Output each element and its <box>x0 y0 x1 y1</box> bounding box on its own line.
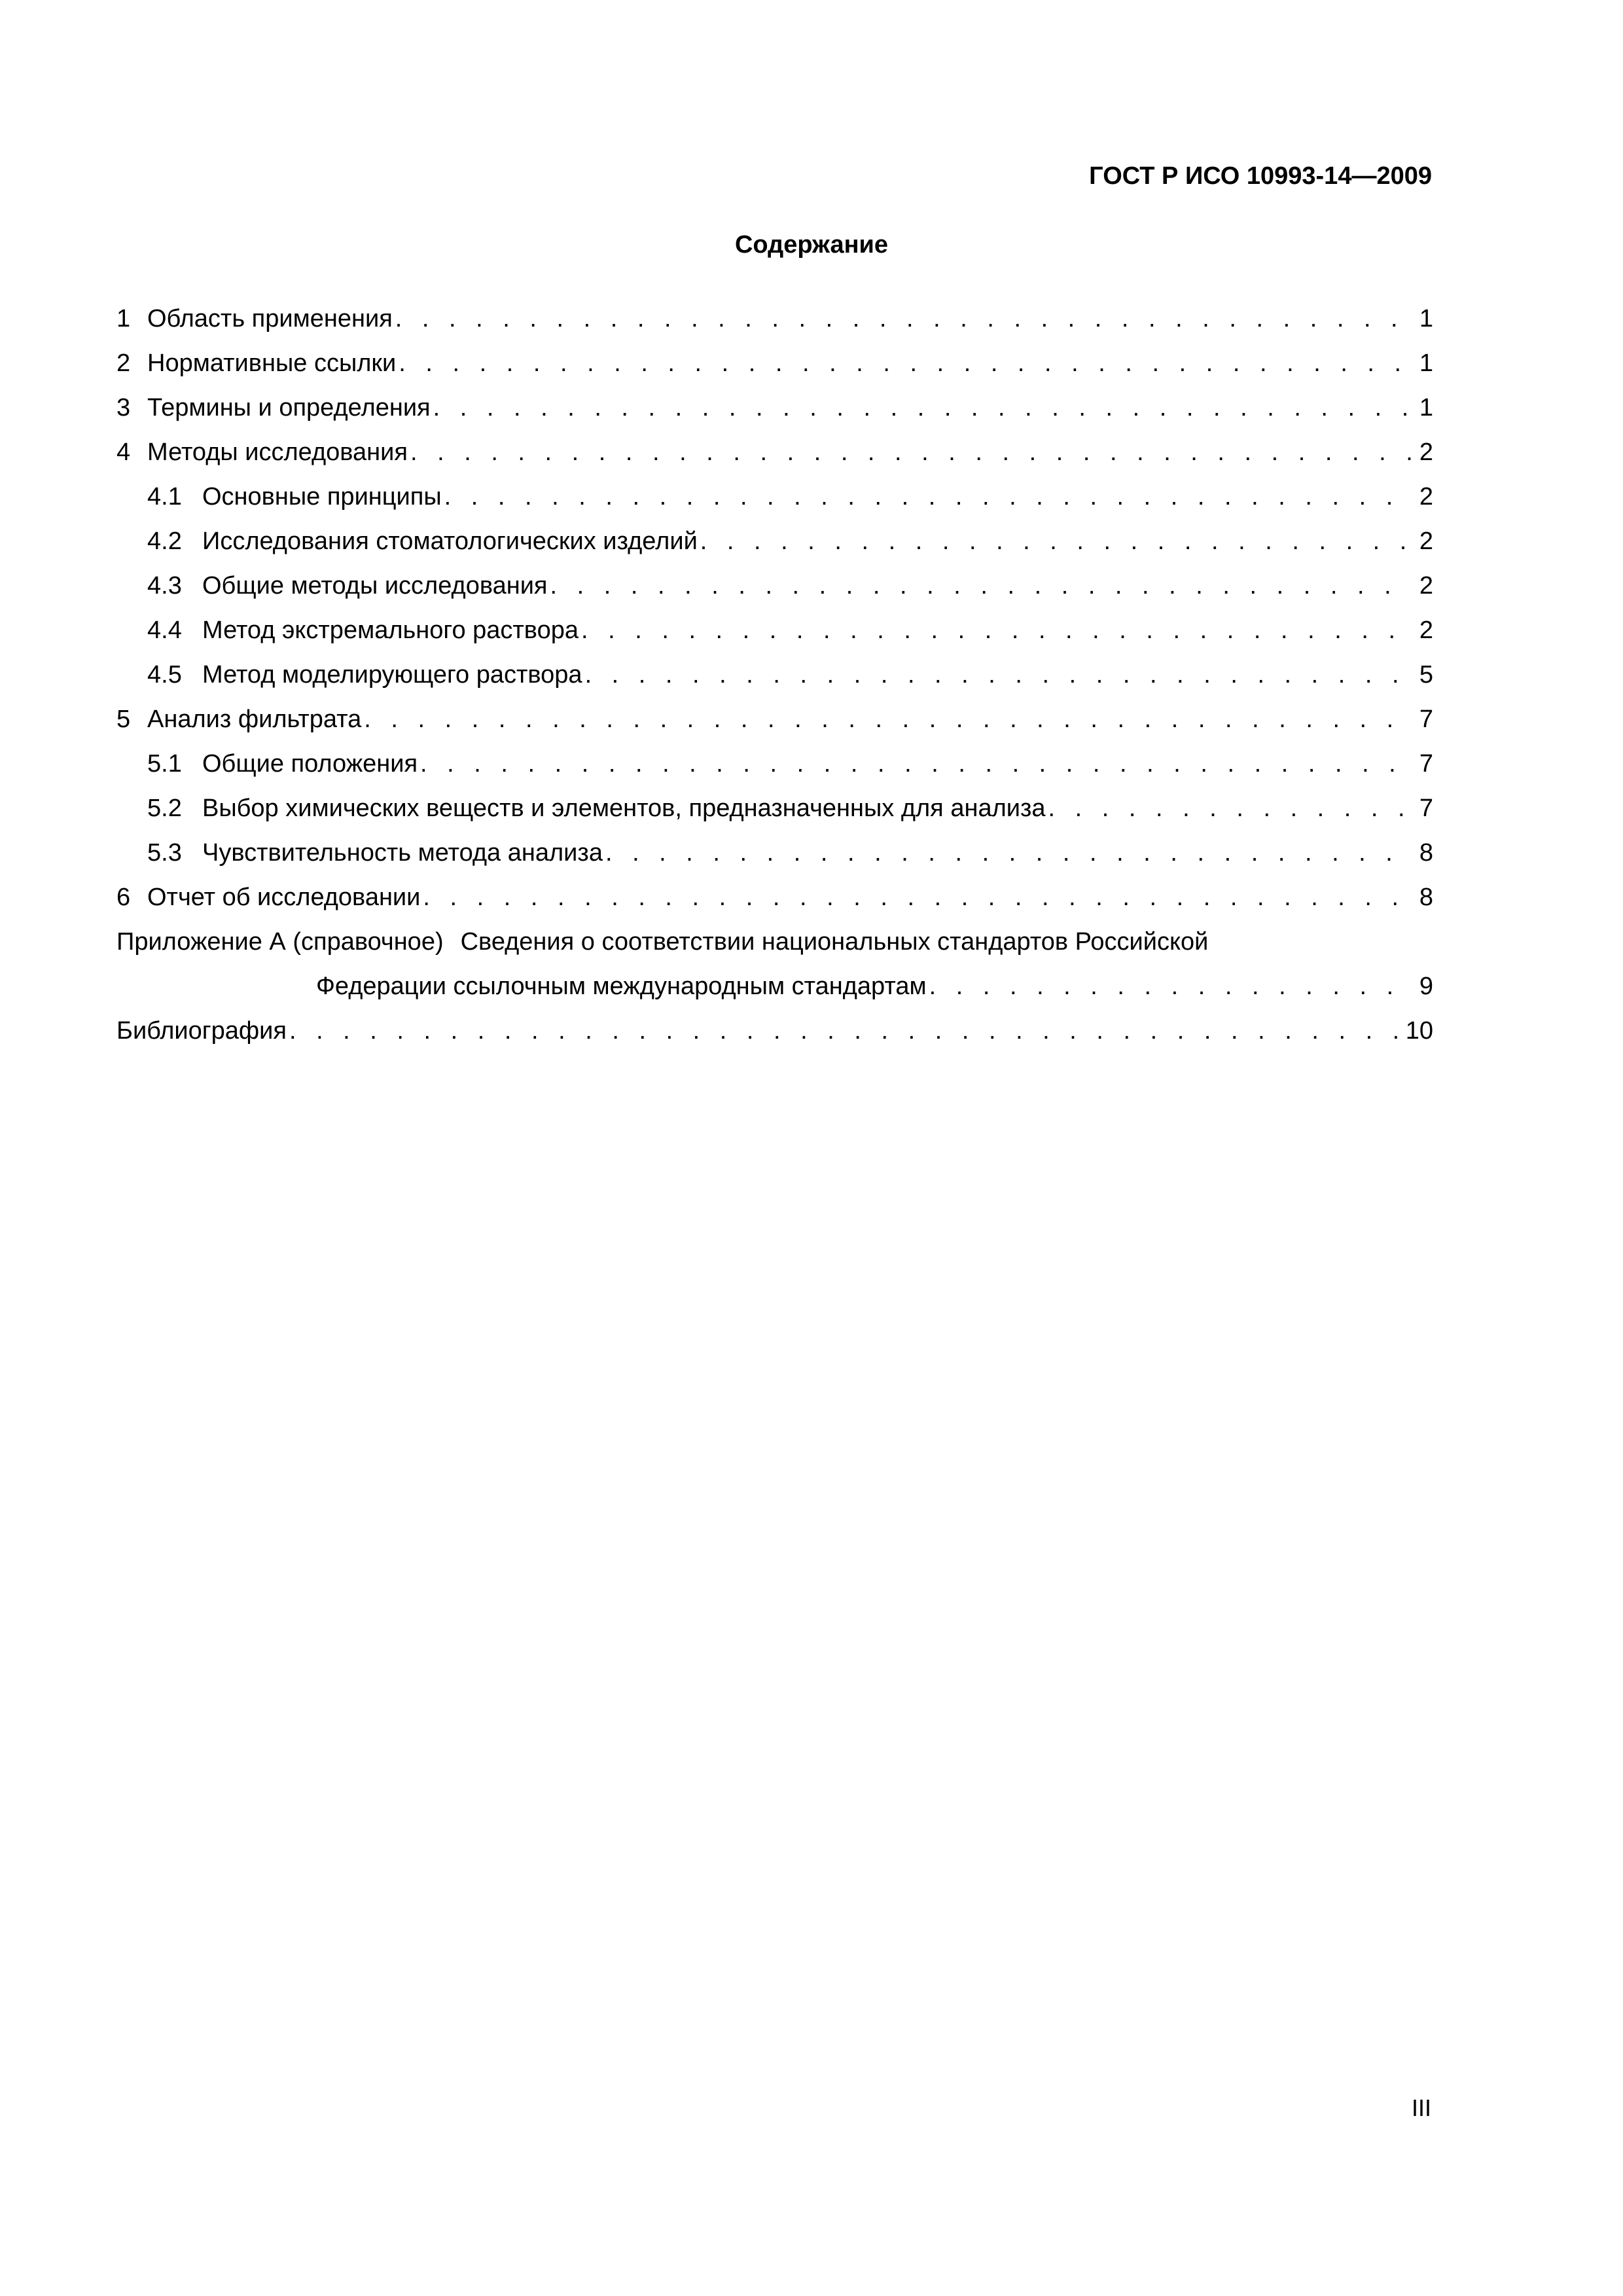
toc-entry-4-2[interactable] <box>116 519 1433 564</box>
toc-entry-page: 1 <box>1419 350 1433 377</box>
toc-entry-label: Метод моделирующего раствора <box>202 661 582 689</box>
toc-entry-number: 6 <box>116 884 131 911</box>
toc-entry-page: 2 <box>1419 528 1433 555</box>
dot-leader <box>581 608 1412 653</box>
toc-entry-number: 4.5 <box>147 661 182 689</box>
toc-entry-label: Методы исследования <box>147 439 408 466</box>
dot-leader <box>605 831 1412 875</box>
toc-entry-4-1[interactable] <box>116 475 1433 519</box>
toc-entry-page: 2 <box>1419 572 1433 600</box>
toc-annex-title-text: Сведения о соответствии национальных стандартов Российской <box>460 928 1209 956</box>
toc-entry-number: 1 <box>116 305 131 332</box>
dot-leader <box>929 964 1412 1009</box>
toc-entry-number: 4.4 <box>147 617 182 644</box>
toc-entry-label: Отчет об исследовании <box>147 884 421 911</box>
toc-entry-4-5[interactable] <box>116 653 1433 697</box>
dot-leader <box>399 341 1412 386</box>
toc-entry-4-4[interactable] <box>116 608 1433 653</box>
toc-entry-4[interactable] <box>116 430 1433 475</box>
toc-entry-page: 9 <box>1419 973 1433 1000</box>
dot-leader <box>423 875 1411 920</box>
toc-entry-page: 2 <box>1419 617 1433 644</box>
toc-entry-page: 1 <box>1419 394 1433 422</box>
toc-entry-page: 2 <box>1419 439 1433 466</box>
dot-leader <box>550 564 1412 608</box>
toc-entry-bibliography[interactable] <box>116 1009 1433 1053</box>
toc-entry-number: 5.2 <box>147 795 182 822</box>
toc-entry-page: 8 <box>1419 839 1433 867</box>
toc-entry-label: Общие положения <box>202 750 418 778</box>
dot-leader <box>585 653 1412 697</box>
toc-entry-4-3[interactable] <box>116 564 1433 608</box>
toc-entry-page: 7 <box>1419 706 1433 733</box>
toc-entry-2[interactable] <box>116 341 1433 386</box>
toc-entry-number: 5 <box>116 706 131 733</box>
dot-leader <box>1048 786 1412 831</box>
dot-leader <box>420 742 1412 786</box>
toc-entry-3[interactable] <box>116 386 1433 430</box>
toc-entry-label: Термины и определения <box>147 394 431 422</box>
toc-entry-label: Чувствительность метода анализа <box>202 839 603 867</box>
toc-entry-page: 7 <box>1419 750 1433 778</box>
toc-entry-number: 4 <box>116 439 131 466</box>
dot-leader <box>364 697 1412 742</box>
toc-entry-label: Библиография <box>116 1017 287 1045</box>
toc-entry-annex-a-continued[interactable] <box>116 964 1433 1009</box>
dot-leader <box>289 1009 1398 1053</box>
dot-leader <box>433 386 1412 430</box>
toc-entry-number: 2 <box>116 350 131 377</box>
toc-entry-page: 1 <box>1419 305 1433 332</box>
page-number: III <box>1411 2094 1431 2121</box>
toc-entry-number: 4.2 <box>147 528 182 555</box>
toc-entry-number: 3 <box>116 394 131 422</box>
toc-title: Содержание <box>734 231 889 259</box>
toc-entry-label: Общие методы исследования <box>202 572 548 600</box>
table-of-contents <box>116 296 1433 1053</box>
toc-entry-page: 2 <box>1419 483 1433 511</box>
toc-entry-1[interactable] <box>116 296 1433 341</box>
dot-leader <box>395 296 1412 341</box>
toc-entry-number: 5.3 <box>147 839 182 867</box>
toc-entry-page: 10 <box>1405 1017 1433 1045</box>
toc-entry-label: Анализ фильтрата <box>147 706 362 733</box>
dot-leader <box>410 430 1412 475</box>
dot-leader <box>444 475 1412 519</box>
toc-entry-label: Нормативные ссылки <box>147 350 397 377</box>
toc-entry-label: Область применения <box>147 305 393 332</box>
toc-entry-page: 8 <box>1419 884 1433 911</box>
toc-entry-5[interactable] <box>116 697 1433 742</box>
toc-annex-title-line2: Федерации ссылочным международным стандартам <box>316 973 927 1000</box>
toc-annex-label: Приложение А (справочное) <box>116 928 444 956</box>
toc-annex-title-line1 <box>116 920 1433 964</box>
toc-entry-page: 5 <box>1419 661 1433 689</box>
toc-entry-label: Выбор химических веществ и элементов, предназначенных для анализа <box>202 795 1046 822</box>
document-code-header: ГОСТ Р ИСО 10993-14—2009 <box>1089 162 1432 190</box>
toc-entry-number: 5.1 <box>147 750 182 778</box>
dot-leader <box>700 519 1412 564</box>
toc-entry-6[interactable] <box>116 875 1433 920</box>
toc-entry-annex-a[interactable] <box>116 920 1433 964</box>
toc-entry-label: Метод экстремального раствора <box>202 617 579 644</box>
toc-entry-number: 4.3 <box>147 572 182 600</box>
toc-entry-label: Основные принципы <box>202 483 442 511</box>
toc-entry-5-1[interactable] <box>116 742 1433 786</box>
toc-entry-number: 4.1 <box>147 483 182 511</box>
toc-entry-page: 7 <box>1419 795 1433 822</box>
toc-entry-label: Исследования стоматологических изделий <box>202 528 698 555</box>
toc-entry-5-3[interactable] <box>116 831 1433 875</box>
toc-entry-5-2[interactable] <box>116 786 1433 831</box>
